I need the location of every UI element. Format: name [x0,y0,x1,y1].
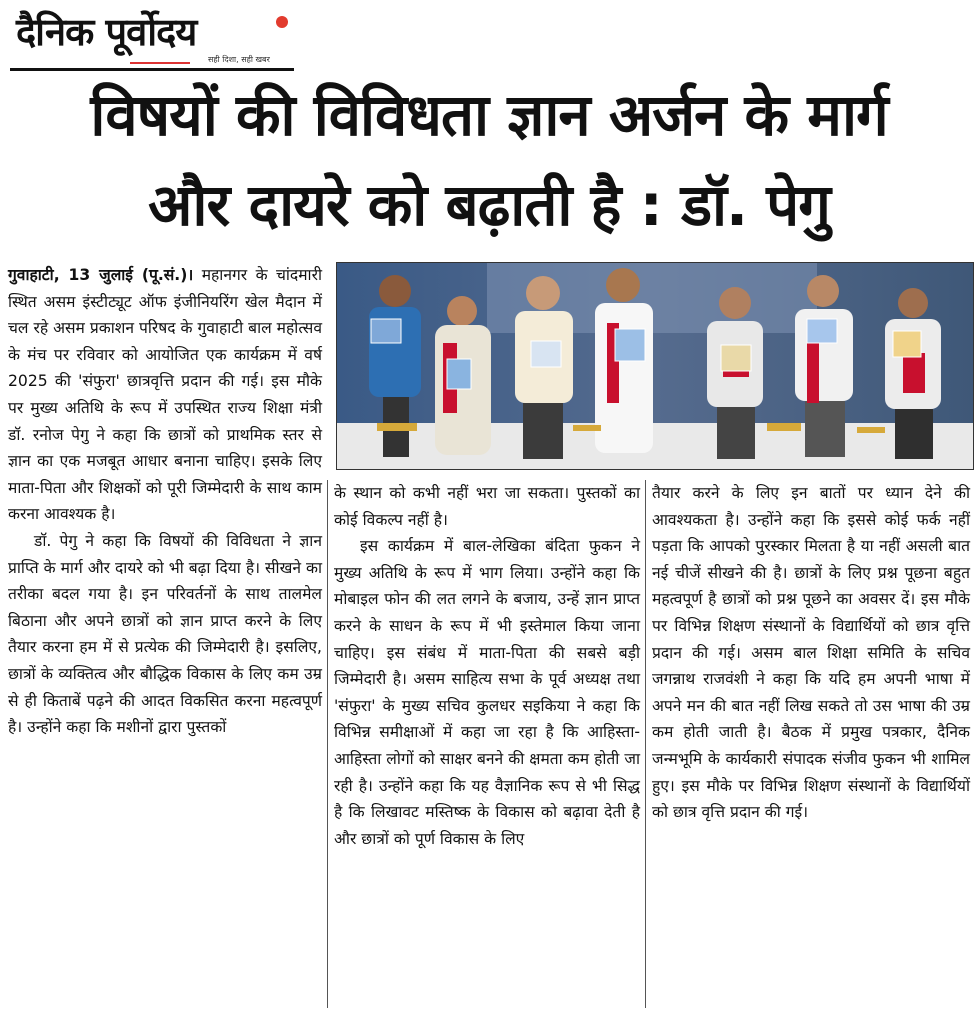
column-divider-1 [327,480,328,1008]
masthead-accent-line [130,62,190,64]
logo-dot-icon [276,16,288,28]
event-photo-illustration [337,263,973,469]
article-column-1 [8,262,322,741]
masthead-title: दैनिक पूर्वोदय [16,10,197,54]
event-photo [336,262,974,470]
paragraph-1-text: महानगर के चांदमारी स्थित असम इंस्टीट्यूट ऑफ इंजीनियरिंग खेल मैदान में चल रहे असम प्रकाशन परिषद के गुवाहाटी बाल महोत्सव के मंच पर रविवार को आयोजित एक कार्यक्रम में वर्ष 2025 की 'संफुरा' छात्रवृत्ति प्रदान की गई। इस मौके पर मुख्य अतिथि के रूप में उपस्थित राज्य शिक्षा मंत्री डॉ. रनोज पेगु ने कहा कि छात्रों को प्राथमिक स्तर से ज्ञान का एक मजबूत आधार बनाना चाहिए। इसके लिए माता-पिता और शिक्षकों को पूरी जिम्मेदारी के साथ काम करना आवश्यक है। [8,266,322,524]
masthead-tagline: सही दिशा, सही खबर [208,55,270,64]
masthead [10,6,290,72]
dateline: गुवाहाटी, 13 जुलाई (पू.सं.)। [8,266,194,284]
headline-line-2: और दायरे को बढ़ाती है : डॉ. पेगु [148,171,830,239]
article-paragraph-5: तैयार करने के लिए इन बातों पर ध्यान देने की आवश्यकता है। उन्होंने कहा कि इससे कोई फर्क नहीं पड़ता कि आपको पुरस्कार मिलता है या नहीं असली बात नई चीजें सीखने की है। छात्रों के लिए प्रश्न पूछना बहुत महत्वपूर्ण है छात्रों को प्रश्न पूछने का अवसर दें। इस मौके पर विभिन्न शिक्षण संस्थानों के विद्यार्थियों को छात्र वृत्ति प्रदान की गई। असम बाल शिक्षा समिति के सचिव जगन्नाथ राजवंशी ने कहा कि यदि हम अपनी भाषा में अपने मन की बात नहीं लिख सकते तो उस भाषा की उम्र कम होती जाती है। बैठक में प्रमुख पत्रकार, दैनिक जन्मभूमि के कार्यकारी संपादक संजीव फुकन भी शामिल हुए। इस मौके पर विभिन्न शिक्षण संस्थानों के विद्यार्थियों को छात्र वृत्ति प्रदान की गई। [652,484,970,822]
article-column-3 [652,480,970,826]
headline-line-1: विषयों की विविधता ज्ञान अर्जन के मार्ग [90,81,888,149]
article-column-2 [334,480,640,852]
article-paragraph-1 [8,262,322,528]
article-paragraph-2: डॉ. पेगु ने कहा कि विषयों की विविधता ने ज्ञान प्राप्ति के मार्ग और दायरे को भी बढ़ा दिया है। सीखने का तरीका बदल गया है। इन परिवर्तनों के साथ तालमेल बिठाना और अपने छात्रों को ज्ञान प्राप्त करने के लिए तैयार करना हम में से प्रत्येक की जिम्मेदारी है। इसलिए, छात्रों के व्यक्तित्व और बौद्धिक विकास के लिए कम उम्र से ही किताबें पढ़ने की आदत विकसित करना महत्वपूर्ण है। उन्होंने कहा कि मशीनों द्वारा पुस्तकों [8,531,322,737]
column-divider-2 [645,480,646,1008]
article-paragraph-4: इस कार्यक्रम में बाल-लेखिका बंदिता फुकन ने मुख्य अतिथि के रूप में भाग लिया। उन्होंने कहा कि मोबाइल फोन की लत लगने के बजाय, उन्हें ज्ञान प्राप्त करने के साधन के रूप में भी इस्तेमाल किया जाना चाहिए। इस संबंध में माता-पिता की सबसे बड़ी जिम्मेदारी है। असम साहित्य सभा के पूर्व अध्यक्ष तथा 'संफुरा' के मुख्य सचिव कुलधर सइकिया ने कहा कि विभिन्न समीक्षाओं में कहा जा रहा है कि आहिस्ता-आहिस्ता लोगों को साक्षर बनने की क्षमता कम होती जा रही है। उन्होंने कहा कि यह वैज्ञानिक रूप से भी सिद्ध है कि लिखावट मस्तिष्क के विकास को बढ़ावा देती है और छात्रों को पूर्ण विकास के लिए [334,537,640,848]
article-paragraph-3: के स्थान को कभी नहीं भरा जा सकता। पुस्तकों का कोई विकल्प नहीं है। [334,484,640,529]
masthead-rule [10,68,294,71]
